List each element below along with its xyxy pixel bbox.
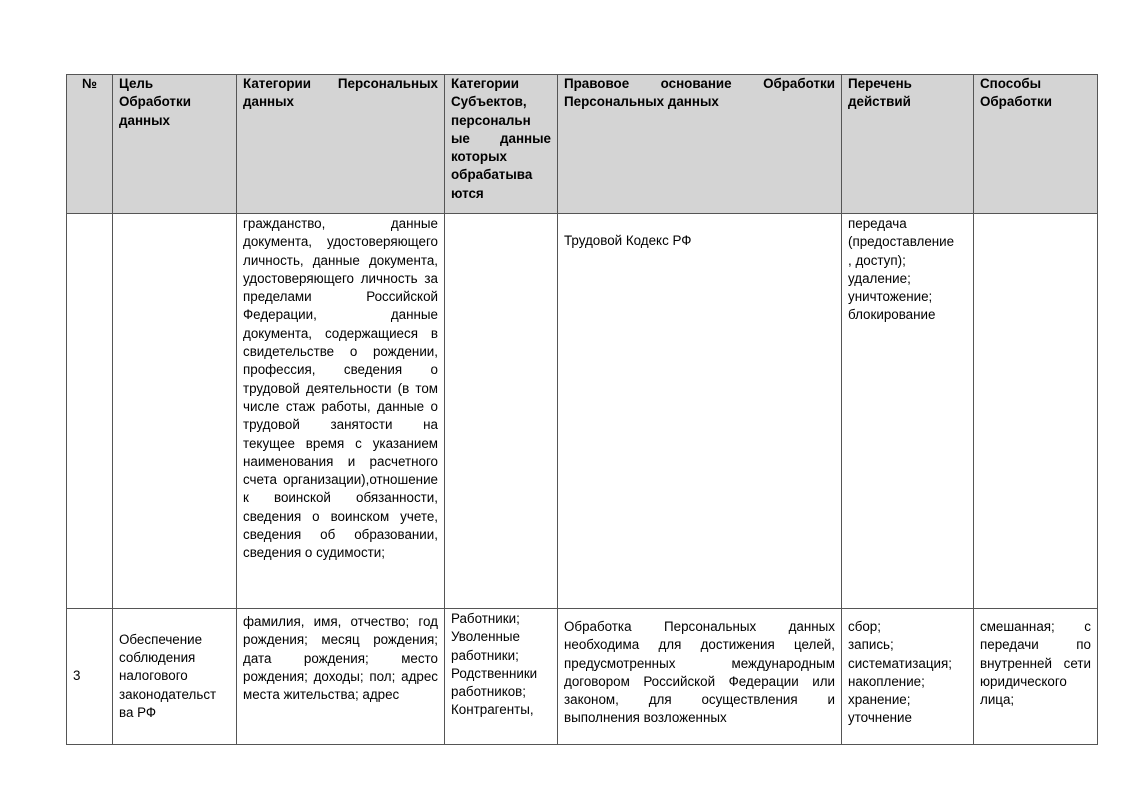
subject-item: Уволенные xyxy=(451,629,520,645)
action-item: систематизация; xyxy=(848,655,952,671)
cell-basis-text: Обработка Персональных данных необходима для достижения целей, предусмотренных международным договором Российской Федерации или законом, для осуществления и выполнения возложенных xyxy=(564,619,835,726)
header-goal-line: Цель xyxy=(119,76,154,91)
header-number-text: № xyxy=(82,76,97,91)
header-subjects-line: которых xyxy=(451,149,507,165)
header-goal xyxy=(113,75,237,214)
header-basis-line: Персональных данных xyxy=(564,94,719,110)
subject-item: Родственники xyxy=(451,665,538,681)
header-number xyxy=(67,75,113,214)
subject-item: Работники; xyxy=(451,611,520,626)
action-item: хранение; xyxy=(848,692,911,708)
action-item: уточнение xyxy=(848,710,912,726)
cell-categories xyxy=(237,609,445,745)
header-categories-line: Категории Персональных xyxy=(243,76,438,91)
header-subjects-line: Категории xyxy=(451,76,520,91)
cell-goal xyxy=(113,609,237,745)
cell-methods-text: смешанная; с передачи по внутренней сети юридического лица; xyxy=(980,619,1091,708)
action-item: (предоставление xyxy=(848,234,955,250)
subject-item: работники; xyxy=(451,647,519,663)
cell-subjects xyxy=(445,214,558,609)
action-item: запись; xyxy=(848,637,894,653)
header-legal-basis xyxy=(558,75,842,214)
header-categories xyxy=(237,75,445,214)
table-row xyxy=(67,214,1098,609)
header-subjects-line: персональн xyxy=(451,112,531,128)
personal-data-processing-table xyxy=(66,74,1098,745)
header-basis-line: Правовое основание Обработки xyxy=(564,76,835,91)
cell-categories-text: фамилия, имя, отчество; год рождения; месяц рождения; дата рождения; место рождения; доходы; пол; адрес места жительства; адрес xyxy=(243,614,438,703)
table-row xyxy=(67,609,1098,745)
cell-methods xyxy=(974,214,1098,609)
action-item: удаление; xyxy=(848,270,911,286)
subject-item: Контрагенты, xyxy=(451,702,534,718)
header-actions xyxy=(842,75,974,214)
cell-categories-text: гражданство, данные документа, удостоверяющего личность, данные документа, удостоверяющего личность за пределами Российской Федерации, данные документа, содержащиеся в свидетельстве о рождении, профессия, сведения о трудовой деятельности (в том числе стаж работы, данные о трудовой занятости на текущее время с указанием наименования и расчетного счета организации),отношение к воинской обязанности, сведения о воинском учете, сведения об образовании, сведения о судимости; xyxy=(243,216,438,561)
header-categories-line: данных xyxy=(243,94,295,110)
goal-line: налогового xyxy=(119,668,188,684)
cell-legal-basis xyxy=(558,609,842,745)
cell-basis-text: Трудовой Кодекс РФ xyxy=(564,233,692,248)
subject-item: работников; xyxy=(451,684,527,700)
header-subjects-line: Субъектов, xyxy=(451,94,527,110)
goal-line: ва РФ xyxy=(119,704,157,720)
cell-goal xyxy=(113,214,237,609)
action-item: , доступ); xyxy=(848,252,906,268)
cell-legal-basis xyxy=(558,214,842,609)
header-subjects-line: обрабатыва xyxy=(451,167,533,183)
header-subjects-line: ые данные xyxy=(451,130,551,146)
cell-actions xyxy=(842,609,974,745)
action-item: накопление; xyxy=(848,673,925,689)
cell-subjects xyxy=(445,609,558,745)
cell-number xyxy=(67,214,113,609)
table-header-row xyxy=(67,75,1098,214)
goal-line: Обеспечение xyxy=(119,631,203,647)
cell-actions xyxy=(842,214,974,609)
header-actions-line: Перечень xyxy=(848,76,912,91)
cell-number xyxy=(67,609,113,745)
action-item: уничтожение; xyxy=(848,289,933,305)
cell-methods xyxy=(974,609,1098,745)
action-item: сбор; xyxy=(848,619,881,634)
action-item: блокирование xyxy=(848,307,936,323)
header-methods xyxy=(974,75,1098,214)
header-goal-line: Обработки xyxy=(119,94,191,110)
action-item: передача xyxy=(848,216,907,231)
cell-categories xyxy=(237,214,445,609)
cell-number-text: 3 xyxy=(73,668,81,684)
goal-line: законодательст xyxy=(119,686,217,702)
header-subjects xyxy=(445,75,558,214)
header-goal-line: данных xyxy=(119,112,171,128)
header-actions-line: действий xyxy=(848,94,911,110)
header-methods-line: Обработки xyxy=(980,94,1052,110)
header-subjects-line: ются xyxy=(451,185,484,201)
goal-line: соблюдения xyxy=(119,650,196,666)
header-methods-line: Способы xyxy=(980,76,1042,91)
